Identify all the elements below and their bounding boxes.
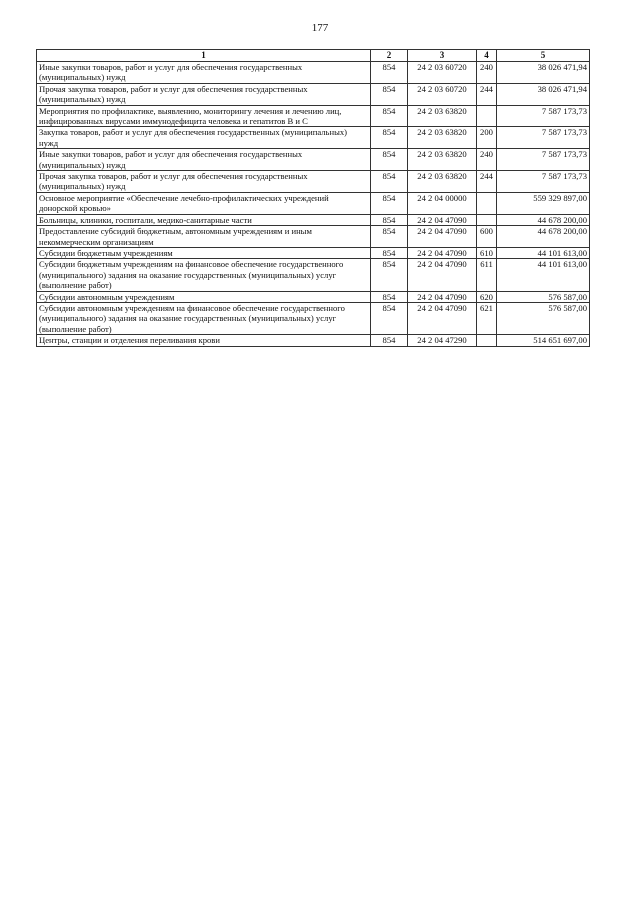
row-amount-cell: 38 026 471,94 <box>497 83 590 105</box>
row-type-cell: 600 <box>477 226 497 248</box>
row-name-cell: Иные закупки товаров, работ и услуг для обеспечения государственных (муниципальных) нужд <box>37 62 371 84</box>
row-code-cell: 24 2 03 60720 <box>408 62 477 84</box>
table-row <box>37 247 590 258</box>
row-admin-cell: 854 <box>371 127 408 149</box>
row-type-cell <box>477 192 497 214</box>
row-code-cell: 24 2 04 00000 <box>408 192 477 214</box>
row-admin-cell: 854 <box>371 259 408 291</box>
row-type-cell: 610 <box>477 247 497 258</box>
row-amount-cell: 44 678 200,00 <box>497 226 590 248</box>
row-name-cell: Иные закупки товаров, работ и услуг для обеспечения государственных (муниципальных) нужд <box>37 149 371 171</box>
row-admin-cell: 854 <box>371 192 408 214</box>
row-amount-cell: 576 587,00 <box>497 291 590 302</box>
row-type-cell: 244 <box>477 171 497 193</box>
row-type-cell: 200 <box>477 127 497 149</box>
row-code-cell: 24 2 03 60720 <box>408 83 477 105</box>
row-admin-cell: 854 <box>371 149 408 171</box>
table-body <box>37 62 590 347</box>
row-code-cell: 24 2 04 47090 <box>408 302 477 334</box>
table-row <box>37 291 590 302</box>
table-row <box>37 335 590 346</box>
row-code-cell: 24 2 04 47090 <box>408 214 477 225</box>
row-amount-cell: 7 587 173,73 <box>497 105 590 127</box>
row-name-cell: Субсидии автономным учреждениям на финансовое обеспечение государственного (муниципального) задания на оказание государственных (муниципальных) услуг (выполнение работ) <box>37 302 371 334</box>
row-code-cell: 24 2 03 63820 <box>408 171 477 193</box>
row-name-cell: Субсидии бюджетным учреждениям <box>37 247 371 258</box>
row-name-cell: Закупка товаров, работ и услуг для обеспечения государственных (муниципальных) нужд <box>37 127 371 149</box>
budget-table <box>36 49 590 347</box>
table-row <box>37 171 590 193</box>
row-name-cell: Основное мероприятие «Обеспечение лечебно-профилактических учреждений донорской кровью» <box>37 192 371 214</box>
table-row <box>37 149 590 171</box>
row-amount-cell: 44 678 200,00 <box>497 214 590 225</box>
row-amount-cell: 576 587,00 <box>497 302 590 334</box>
row-name-cell: Субсидии бюджетным учреждениям на финансовое обеспечение государственного (муниципального) задания на оказание государственных (муниципальных) услуг (выполнение работ) <box>37 259 371 291</box>
row-code-cell: 24 2 03 63820 <box>408 127 477 149</box>
row-type-cell: 621 <box>477 302 497 334</box>
row-name-cell: Прочая закупка товаров, работ и услуг для обеспечения государственных (муниципальных) нужд <box>37 83 371 105</box>
row-admin-cell: 854 <box>371 214 408 225</box>
row-amount-cell: 44 101 613,00 <box>497 247 590 258</box>
row-admin-cell: 854 <box>371 226 408 248</box>
table-row <box>37 226 590 248</box>
row-type-cell: 240 <box>477 149 497 171</box>
column-header-4: 4 <box>477 50 497 62</box>
row-code-cell: 24 2 03 63820 <box>408 149 477 171</box>
row-admin-cell: 854 <box>371 247 408 258</box>
row-code-cell: 24 2 04 47290 <box>408 335 477 346</box>
row-code-cell: 24 2 03 63820 <box>408 105 477 127</box>
row-name-cell: Предоставление субсидий бюджетным, автономным учреждениям и иным некоммерческим организациям <box>37 226 371 248</box>
row-type-cell <box>477 335 497 346</box>
table-row <box>37 62 590 84</box>
row-amount-cell: 7 587 173,73 <box>497 127 590 149</box>
table-row <box>37 302 590 334</box>
row-name-cell: Субсидии автономным учреждениям <box>37 291 371 302</box>
table-row <box>37 127 590 149</box>
row-name-cell: Центры, станции и отделения переливания крови <box>37 335 371 346</box>
row-amount-cell: 7 587 173,73 <box>497 171 590 193</box>
table-header-row <box>37 50 590 62</box>
row-type-cell: 244 <box>477 83 497 105</box>
row-name-cell: Больницы, клиники, госпитали, медико-санитарные части <box>37 214 371 225</box>
row-amount-cell: 38 026 471,94 <box>497 62 590 84</box>
row-admin-cell: 854 <box>371 105 408 127</box>
row-amount-cell: 559 329 897,00 <box>497 192 590 214</box>
table-row <box>37 192 590 214</box>
row-admin-cell: 854 <box>371 83 408 105</box>
row-name-cell: Прочая закупка товаров, работ и услуг для обеспечения государственных (муниципальных) нужд <box>37 171 371 193</box>
row-amount-cell: 7 587 173,73 <box>497 149 590 171</box>
row-type-cell: 611 <box>477 259 497 291</box>
page-number: 177 <box>311 22 329 34</box>
row-admin-cell: 854 <box>371 62 408 84</box>
column-header-5: 5 <box>497 50 590 62</box>
row-type-cell: 240 <box>477 62 497 84</box>
row-amount-cell: 44 101 613,00 <box>497 259 590 291</box>
row-admin-cell: 854 <box>371 302 408 334</box>
row-admin-cell: 854 <box>371 291 408 302</box>
table-row <box>37 83 590 105</box>
column-header-3: 3 <box>408 50 477 62</box>
row-code-cell: 24 2 04 47090 <box>408 259 477 291</box>
row-type-cell <box>477 214 497 225</box>
row-admin-cell: 854 <box>371 171 408 193</box>
row-amount-cell: 514 651 697,00 <box>497 335 590 346</box>
row-name-cell: Мероприятия по профилактике, выявлению, мониторингу лечения и лечению лиц, инфицированных вирусами иммунодефицита человека и гепатитов В и С <box>37 105 371 127</box>
row-type-cell: 620 <box>477 291 497 302</box>
row-code-cell: 24 2 04 47090 <box>408 226 477 248</box>
row-type-cell <box>477 105 497 127</box>
row-code-cell: 24 2 04 47090 <box>408 247 477 258</box>
column-header-1: 1 <box>37 50 371 62</box>
row-code-cell: 24 2 04 47090 <box>408 291 477 302</box>
row-admin-cell: 854 <box>371 335 408 346</box>
table-row <box>37 214 590 225</box>
column-header-2: 2 <box>371 50 408 62</box>
table-row <box>37 259 590 291</box>
table-row <box>37 105 590 127</box>
